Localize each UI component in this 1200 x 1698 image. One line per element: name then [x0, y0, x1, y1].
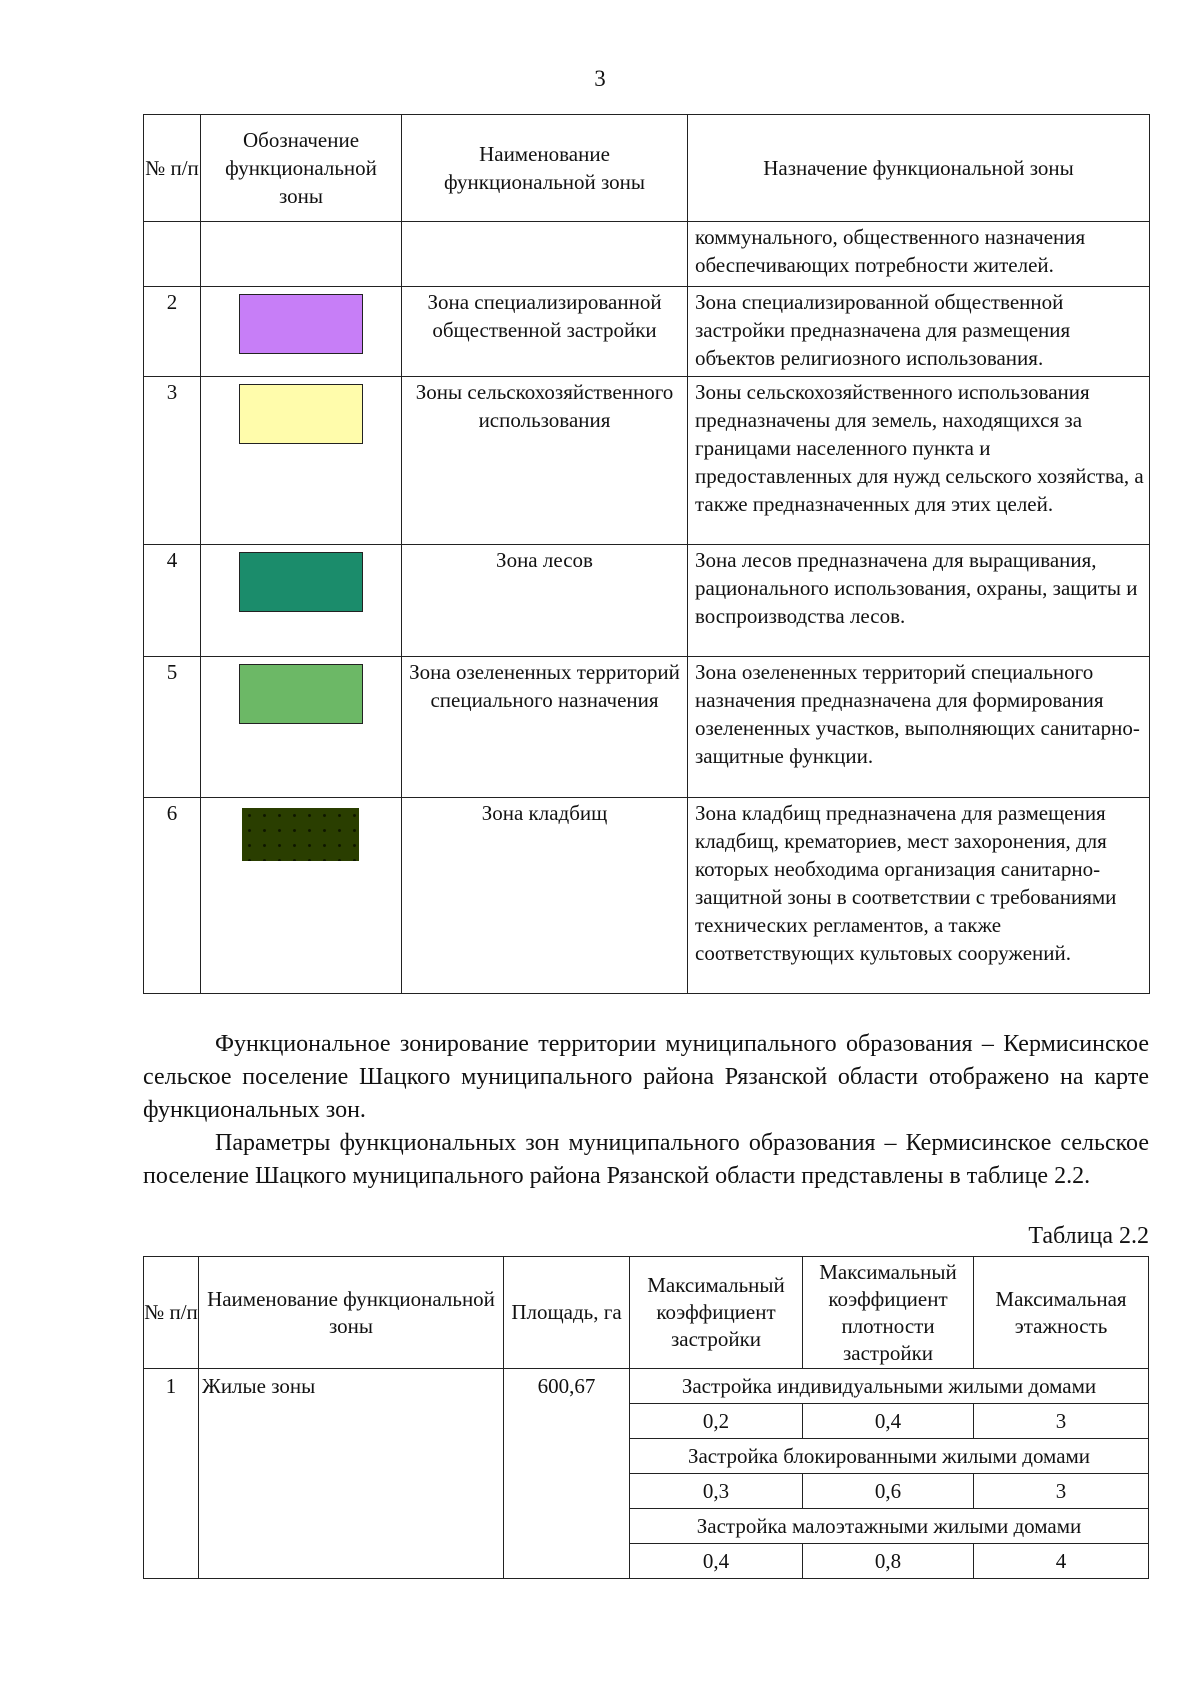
header-max-floors: Максимальная этажность: [974, 1257, 1149, 1369]
functional-zones-table: [143, 114, 1150, 994]
table-row: [144, 657, 1150, 798]
zone-name: Зона кладбищ: [402, 798, 688, 994]
zone-color-swatch: [239, 664, 363, 724]
header-num: № п/п: [144, 115, 201, 222]
row-num: 6: [144, 798, 201, 994]
zone-purpose: Зона специализированной общественной застройки предназначена для размещения объектов религиозного использования.: [688, 287, 1150, 377]
coef-build: 0,3: [630, 1474, 803, 1509]
header-max-coef-build: Максимальный коэффициент застройки: [630, 1257, 803, 1369]
header-purpose: Назначение функциональной зоны: [688, 115, 1150, 222]
cemetery-hatch-swatch: [242, 808, 359, 861]
continuation-text: коммунального, общественного назначения обеспечивающих потребности жителей.: [688, 222, 1150, 287]
header-symbol: Обозначение функциональной зоны: [201, 115, 402, 222]
paragraph: Функциональное зонирование территории муниципального образования – Кермисинское сельское поселение Шацкого муниципального района Рязанской области отображено на карте функциональных зон.: [143, 1031, 1149, 1123]
max-floors: 3: [974, 1404, 1149, 1439]
zone-area: 600,67: [504, 1369, 630, 1579]
zone-purpose: Зона озелененных территорий специального назначения предназначена для формирования озелененных участков, выполняющих санитарно-защитные функции.: [688, 657, 1150, 798]
row-num: 5: [144, 657, 201, 798]
zones-table-header: [144, 115, 1150, 222]
row-num: 2: [144, 287, 201, 377]
zone-purpose: Зона кладбищ предназначена для размещения кладбищ, крематориев, мест захоронения, для которых необходима организация санитарно-защитной зоны в соответствии с требованиями технических регламентов, а также соответствующих культовых сооружений.: [688, 798, 1150, 994]
coef-build: 0,4: [630, 1544, 803, 1579]
header-name: Наименование функциональной зоны: [402, 115, 688, 222]
max-floors: 4: [974, 1544, 1149, 1579]
zone-color-swatch: [239, 384, 363, 444]
paragraph: Параметры функциональных зон муниципального образования – Кермисинское сельское поселение Шацкого муниципального района Рязанской области представлены в таблице 2.2.: [143, 1130, 1149, 1189]
coef-density: 0,8: [803, 1544, 974, 1579]
header-name: Наименование функциональной зоны: [199, 1257, 504, 1369]
table-row: [144, 798, 1150, 994]
table-row: [144, 1369, 1149, 1404]
header-max-coef-density: Максимальный коэффициент плотности застройки: [803, 1257, 974, 1369]
zone-name: Зона специализированной общественной застройки: [402, 287, 688, 377]
table-row: [144, 222, 1150, 287]
coef-density: 0,4: [803, 1404, 974, 1439]
subsection-title: Застройка индивидуальными жилыми домами: [630, 1369, 1149, 1404]
params-table-header: [144, 1257, 1149, 1369]
coef-density: 0,6: [803, 1474, 974, 1509]
zone-name: Жилые зоны: [199, 1369, 504, 1579]
zone-name: Зона озелененных территорий специального назначения: [402, 657, 688, 798]
row-num: 4: [144, 545, 201, 657]
zone-color-swatch: [239, 294, 363, 354]
row-num: 1: [144, 1369, 199, 1579]
zone-parameters-table: [143, 1256, 1149, 1579]
subsection-title: Застройка малоэтажными жилыми домами: [630, 1509, 1149, 1544]
row-num: 3: [144, 377, 201, 545]
coef-build: 0,2: [630, 1404, 803, 1439]
table-caption: Таблица 2.2: [1028, 1223, 1149, 1249]
header-area: Площадь, га: [504, 1257, 630, 1369]
zone-color-swatch: [239, 552, 363, 612]
zone-name: Зоны сельскохозяйственного использования: [402, 377, 688, 545]
zone-purpose: Зона лесов предназначена для выращивания, рационального использования, охраны, защиты и воспроизводства лесов.: [688, 545, 1150, 657]
table-row: [144, 377, 1150, 545]
body-text: [143, 1028, 1149, 1193]
zone-name: Зона лесов: [402, 545, 688, 657]
page-number: 3: [594, 66, 606, 91]
subsection-title: Застройка блокированными жилыми домами: [630, 1439, 1149, 1474]
header-num: № п/п: [144, 1257, 199, 1369]
table-row: [144, 287, 1150, 377]
max-floors: 3: [974, 1474, 1149, 1509]
zone-purpose: Зоны сельскохозяйственного использования предназначены для земель, находящихся за границами населенного пункта и предоставленных для нужд сельского хозяйства, а также предназначенных для этих целей.: [688, 377, 1150, 545]
table-row: [144, 545, 1150, 657]
